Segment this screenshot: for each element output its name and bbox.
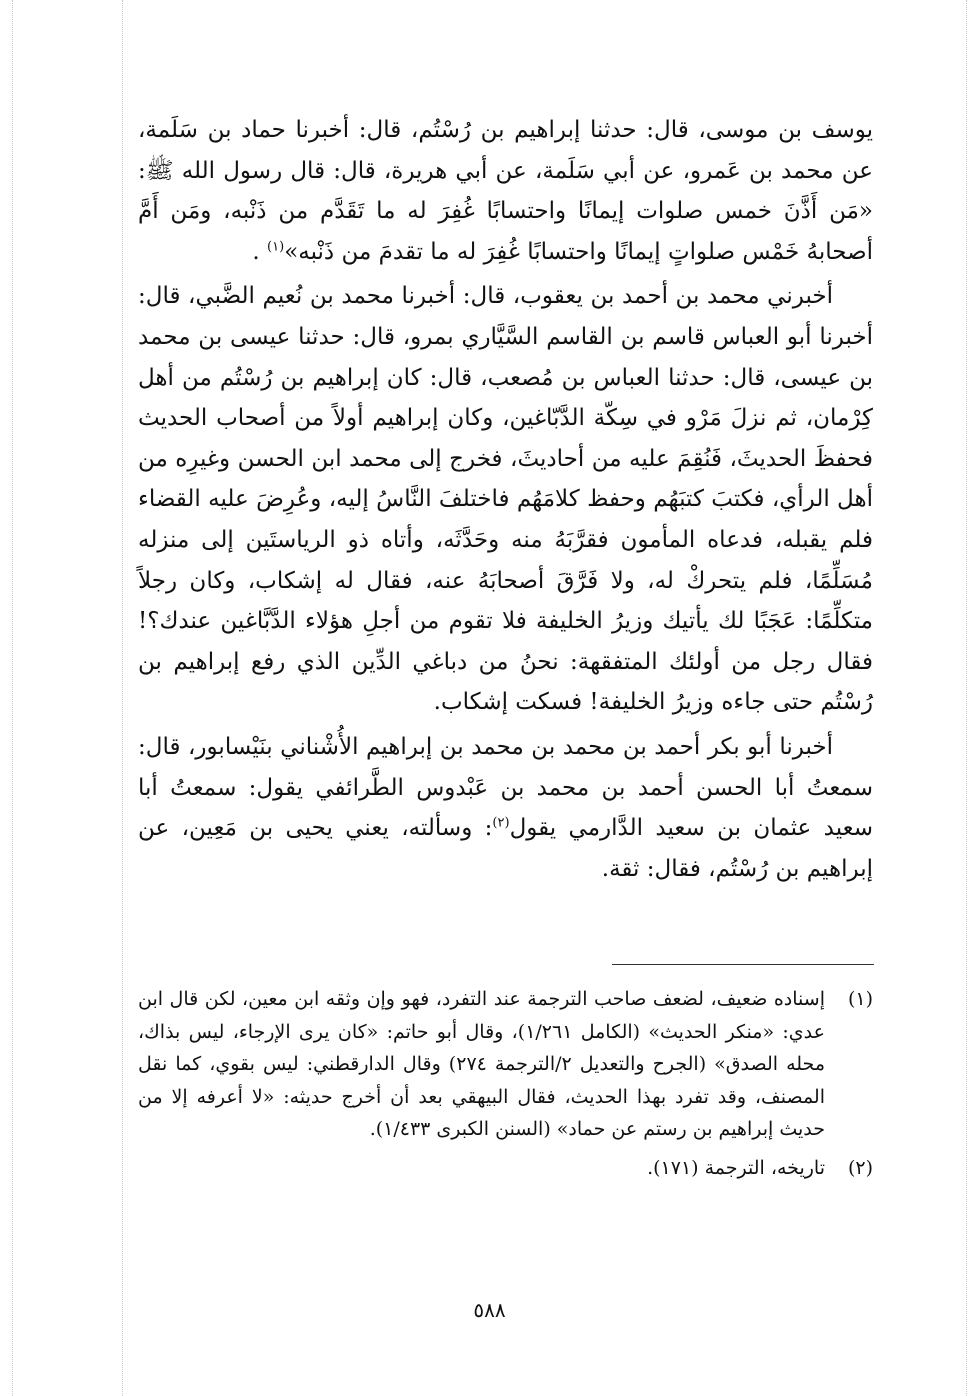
scan-margin-line	[122, 0, 123, 1396]
paragraph-text: يوسف بن موسى، قال: حدثنا إبراهيم بن رُسْتُم، قال: أخبرنا حماد بن سَلَمة، عن محمد بن عَمرو، عن أبي سَلَمة، عن أبي هريرة، قال: قال رسول الله ﷺ: «مَن أَذَّنَ خمس صلوات إيمانًا واحتسابًا غُفِرَ له ما تَقَدَّم من ذَنْبه، ومَن أَمَّ أصحابهُ خَمْس صلواتٍ إيمانًا واحتسابًا غُفِرَ له ما تقدمَ من ذَنْبه»	[138, 117, 873, 265]
footnote-number: (٢)	[847, 1156, 873, 1179]
paragraph-3	[138, 727, 873, 889]
paragraph-text: أخبرني محمد بن أحمد بن يعقوب، قال: أخبرنا محمد بن نُعيم الضَّبي، قال: أخبرنا أبو العباس قاسم بن القاسم السَّيَّاري بمرو، قال: حدثنا عيسى بن محمد بن عيسى، قال: حدثنا العباس بن مُصعب، قال: كان إبراهيم بن رُسْتُم من أهل كِرْمان، ثم نزلَ مَرْو في سِكّة الدَّبّاغين، وكان إبراهيم أولاً من أصحاب الحديث فحفظَ الحديثَ، فَنُقِمَ عليه من أحاديثَ، فخرج إلى محمد ابن الحسن وغيرِه من أهل الرأي، فكتبَ كتبَهُم وحفظ كلامَهُم فاختلفَ النَّاسُ إليه، وعُرِضَ عليه القضاء فلم يقبله، فدعاه المأمون فقرَّبَهُ منه وحَدَّثَه، وأتاه ذو الرياستَين إلى منزله مُسَلِّمًا، فلم يتحركْ له، ولا فَرَّقَ أصحابَهُ عنه، فقال له إشكاب، وكان رجلاً متكلِّمًا: عَجَبًا لك يأتيك وزيرُ الخليفة فلا تقوم من أجلِ هؤلاء الدَّبَّاغين عندك؟! فقال رجل من أولئك المتفقهة: نحنُ من دباغي الدِّين الذي رفع إبراهيم بن رُسْتُم حتى جاءه وزيرُ الخليفة! فسكت إشكاب.	[138, 283, 873, 716]
footnote-ref-2[interactable]: (٢)	[492, 815, 510, 831]
footnote-2	[138, 1152, 873, 1185]
page-number: ٥٨٨	[473, 1298, 506, 1322]
footnote-number: (١)	[847, 988, 873, 1010]
footnote-separator	[612, 964, 874, 965]
paragraph-2	[138, 276, 873, 723]
footnote-1	[138, 983, 873, 1146]
footnote-ref-1[interactable]: (١)	[267, 239, 285, 255]
scan-margin-line	[966, 0, 967, 1396]
page-body	[138, 110, 873, 889]
scan-margin-line	[12, 0, 13, 1396]
paragraph-1	[138, 110, 873, 272]
paragraph-tail: : وسألته، يعني يحيى بن مَعِين، عن إبراهيم بن رُسْتُم، فقال: ثقة.	[138, 815, 873, 882]
footnotes	[138, 983, 873, 1190]
footnote-text: تاريخه، الترجمة (١٧١).	[647, 1156, 825, 1179]
paragraph-text: أخبرنا أبو بكر أحمد بن محمد بن محمد بن إبراهيم الأُشْناني بنَيْسابور، قال: سمعتُ أبا الحسن أحمد بن محمد بن عَبْدوس الطَّرائفي يقول: سمعتُ أبا سعيد عثمان بن سعيد الدَّارمي يقول	[138, 733, 873, 842]
footnote-text: إسناده ضعيف، لضعف صاحب الترجمة عند التفرد، فهو وإن وثقه ابن معين، لكن قال ابن عدي: «منكر الحديث» (الكامل ١/٢٦١)، وقال أبو حاتم: «كان يرى الإرجاء، ليس بذاك، محله الصدق» (الجرح والتعديل ٢/الترجمة ٢٧٤) وقال الدارقطني: ليس بقوي، كما نقل المصنف، وقد تفرد بهذا الحديث، فقال البيهقي بعد أن أخرج حديثه: «لا أعرفه إلا من حديث إبراهيم بن رستم عن حماد» (السنن الكبرى ١/٤٣٣).	[138, 988, 825, 1140]
paragraph-tail: .	[252, 238, 268, 265]
